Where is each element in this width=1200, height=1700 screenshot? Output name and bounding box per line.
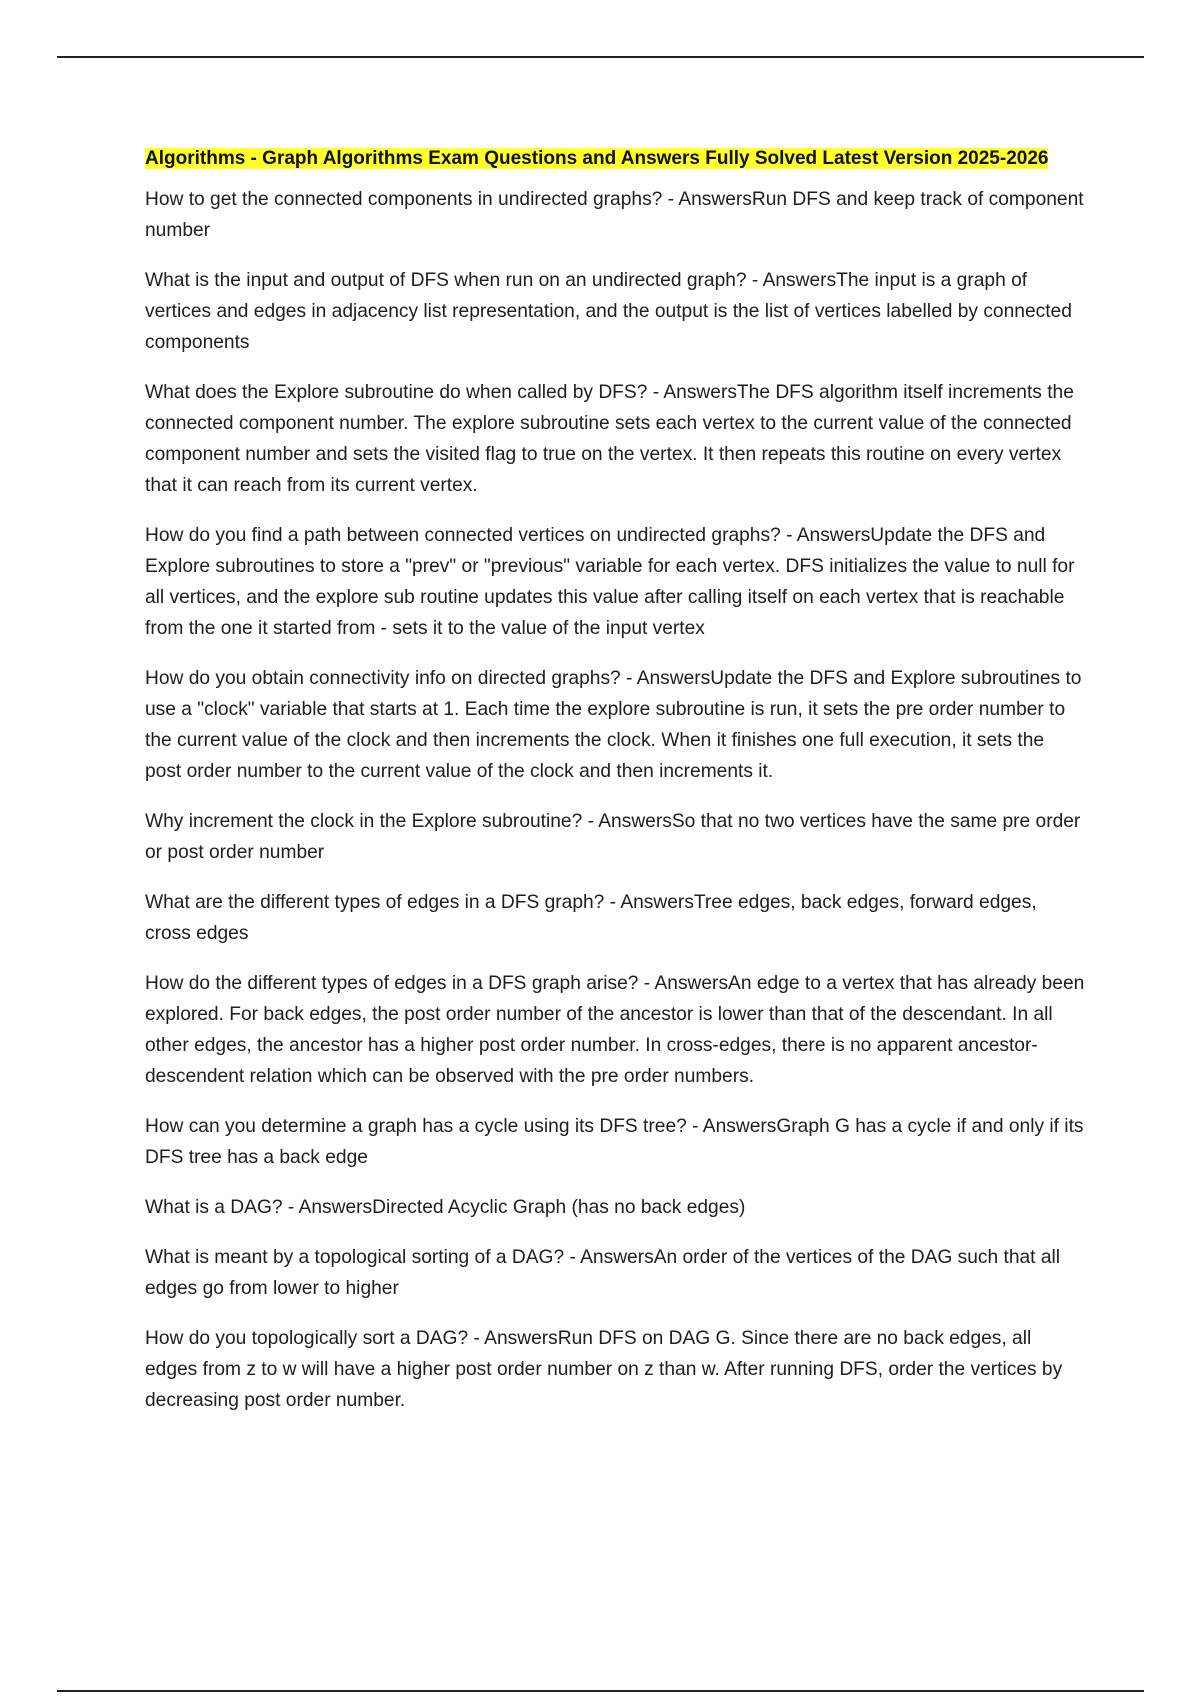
qa-item-11: What is meant by a topological sorting of a DAG? - AnswersAn order of the vertices of the DAG such that all edges go from lower to higher xyxy=(145,1247,1061,1299)
document-title: Algorithms - Graph Algorithms Exam Questions and Answers Fully Solved Latest Version 2025-2026 xyxy=(145,148,1049,169)
qa-item-9: How can you determine a graph has a cycle using its DFS tree? - AnswersGraph G has a cycle if and only if its DFS tree has a back edge xyxy=(145,1116,1084,1168)
top-rule xyxy=(57,56,1144,58)
qa-item-6: Why increment the clock in the Explore subroutine? - AnswersSo that no two vertices have the same pre order or post order number xyxy=(145,811,1081,863)
qa-item-2: What is the input and output of DFS when run on an undirected graph? - AnswersThe input is a graph of vertices and edges in adjacency list representation, and the output is the list of vertices labelled by connected components xyxy=(145,270,1072,353)
title-block xyxy=(145,146,1085,172)
qa-item-5: How do you obtain connectivity info on directed graphs? - AnswersUpdate the DFS and Explore subroutines to use a "clock" variable that starts at 1. Each time the explore subroutine is run, it sets the pre order number to the current value of the clock and then increments the clock. When it finishes one full execution, it sets the post order number to the current value of the clock and then increments it. xyxy=(145,668,1082,782)
qa-item-3: What does the Explore subroutine do when called by DFS? - AnswersThe DFS algorithm itself increments the connected component number. The explore subroutine sets each vertex to the current value of the connected component number and sets the visited flag to true on the vertex. It then repeats this routine on every vertex that it can reach from its current vertex. xyxy=(145,382,1074,496)
document-body xyxy=(145,146,1085,1435)
bottom-rule xyxy=(57,1690,1144,1692)
qa-item-10: What is a DAG? - AnswersDirected Acyclic Graph (has no back edges) xyxy=(145,1197,746,1218)
qa-item-7: What are the different types of edges in a DFS graph? - AnswersTree edges, back edges, forward edges, cross edges xyxy=(145,892,1037,944)
qa-item-1: How to get the connected components in undirected graphs? - AnswersRun DFS and keep track of component number xyxy=(145,189,1084,241)
qa-item-12: How do you topologically sort a DAG? - AnswersRun DFS on DAG G. Since there are no back edges, all edges from z to w will have a higher post order number on z than w. After running DFS, order the vertices by decreasing post order number. xyxy=(145,1328,1063,1411)
qa-item-8: How do the different types of edges in a DFS graph arise? - AnswersAn edge to a vertex that has already been explored. For back edges, the post order number of the ancestor is lower than that of the descendant. In all other edges, the ancestor has a higher post order number. In cross-edges, there is no apparent ancestor-descendent relation which can be observed with the pre order numbers. xyxy=(145,973,1085,1087)
qa-item-4: How do you find a path between connected vertices on undirected graphs? - AnswersUpdate the DFS and Explore subroutines to store a "prev" or "previous" variable for each vertex. DFS initializes the value to null for all vertices, and the explore sub routine updates this value after calling itself on each vertex that is reachable from the one it started from - sets it to the value of the input vertex xyxy=(145,525,1075,639)
